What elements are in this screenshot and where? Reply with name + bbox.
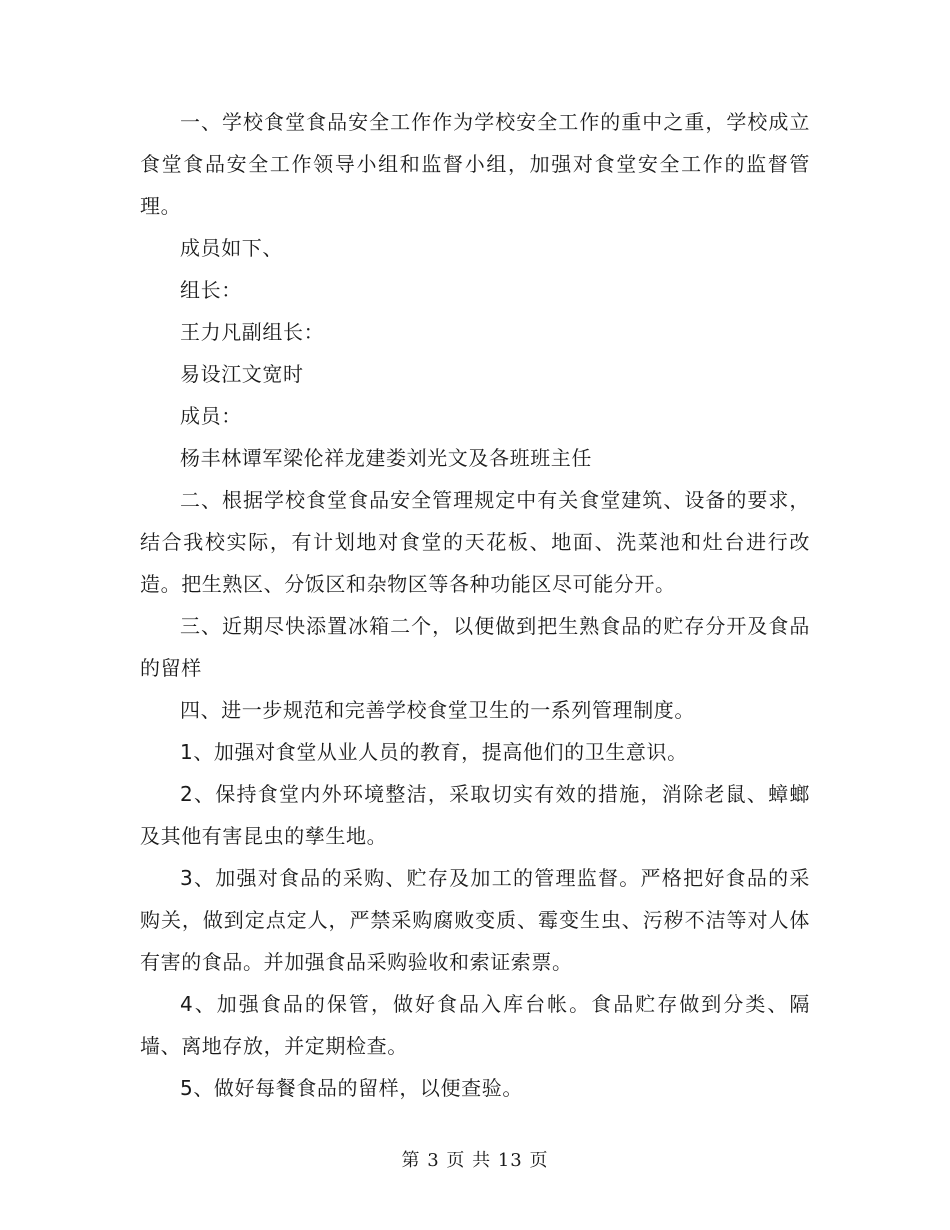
page-footer: 第 3 页 共 13 页 xyxy=(401,1150,549,1171)
paragraph-5: 易设江文宽时 xyxy=(180,362,304,386)
paragraph-2: 成员如下、 xyxy=(180,236,283,260)
paragraph-15: 5、做好每餐食品的留样，以便查验。 xyxy=(180,1076,523,1100)
paragraph-10: 四、进一步规范和完善学校食堂卫生的一系列管理制度。 xyxy=(180,698,695,722)
document-body xyxy=(140,101,810,1109)
paragraph-6: 成员： xyxy=(180,404,242,428)
paragraph-7: 杨丰林谭军梁伦祥龙建娄刘光文及各班班主任 xyxy=(180,446,592,470)
paragraph-8: 二、根据学校食堂食品安全管理规定中有关食堂建筑、设备的要求，结合我校实际，有计划地对食堂的天花板、地面、洗菜池和灶台进行改造。把生熟区、分饭区和杂物区等各种功能区尽可能分开。 xyxy=(140,488,810,596)
paragraph-4: 王力凡副组长： xyxy=(180,320,325,344)
paragraph-1: 一、学校食堂食品安全工作作为学校安全工作的重中之重，学校成立食堂食品安全工作领导小组和监督小组，加强对食堂安全工作的监督管理。 xyxy=(140,110,810,218)
paragraph-13: 3、加强对食品的采购、贮存及加工的管理监督。严格把好食品的采购关，做到定点定人，严禁采购腐败变质、霉变生虫、污秽不洁等对人体有害的食品。并加强食品采购验收和索证索票。 xyxy=(140,866,810,974)
paragraph-11: 1、加强对食堂从业人员的教育，提高他们的卫生意识。 xyxy=(180,740,688,764)
paragraph-3: 组长： xyxy=(180,278,242,302)
paragraph-14: 4、加强食品的保管，做好食品入库台帐。食品贮存做到分类、隔墙、离地存放，并定期检查。 xyxy=(140,992,810,1058)
paragraph-9: 三、近期尽快添置冰箱二个，以便做到把生熟食品的贮存分开及食品的留样 xyxy=(140,614,810,680)
paragraph-12: 2、保持食堂内外环境整洁，采取切实有效的措施，消除老鼠、蟑螂及其他有害昆虫的孳生地。 xyxy=(140,782,810,848)
